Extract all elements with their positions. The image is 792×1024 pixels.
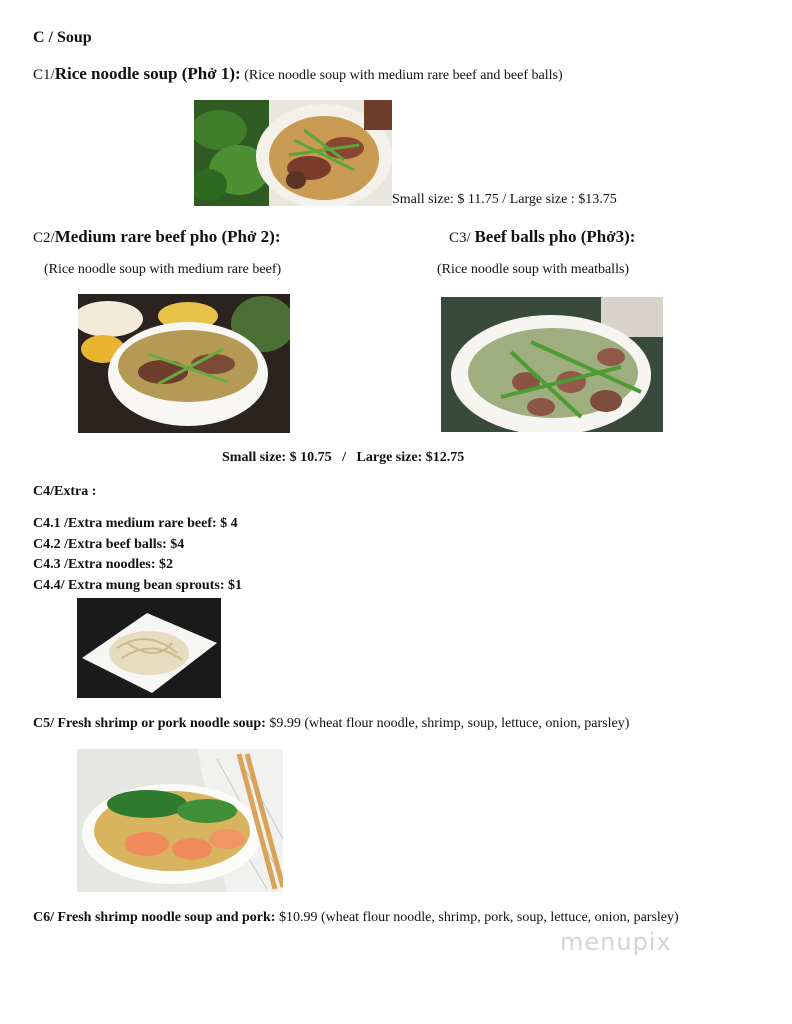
item-c3-desc: (Rice noodle soup with meatballs) bbox=[437, 262, 630, 277]
section-title: C / Soup bbox=[33, 29, 92, 46]
item-c5-line bbox=[33, 716, 629, 732]
item-c3-code: C3/ bbox=[449, 230, 475, 246]
item-c5-photo bbox=[77, 749, 283, 892]
item-c4-photo bbox=[77, 598, 221, 698]
item-c1-name: Rice noodle soup (Phở 1): bbox=[54, 64, 241, 83]
item-c5-name: C5/ Fresh shrimp or pork noodle soup: bbox=[33, 716, 266, 731]
item-c6-name: C6/ Fresh shrimp noodle soup and pork: bbox=[33, 910, 276, 925]
item-c5-price: $9.99 bbox=[265, 716, 301, 731]
item-c2-desc: (Rice noodle soup with medium rare beef) bbox=[44, 262, 282, 277]
item-c4-3: C4.3 /Extra noodles: $2 bbox=[33, 557, 173, 572]
item-c1-price: Small size: $ 11.75 / Large size : $13.75 bbox=[392, 192, 617, 207]
item-c4-title: C4/Extra : bbox=[33, 484, 97, 499]
item-c4-1: C4.1 /Extra medium rare beef: $ 4 bbox=[33, 516, 238, 531]
item-c4-4: C4.4/ Extra mung bean sprouts: $1 bbox=[33, 578, 242, 593]
item-c3-name: Beef balls pho (Phở3): bbox=[474, 227, 636, 246]
item-c6-line bbox=[33, 910, 679, 926]
item-c1-heading bbox=[33, 64, 563, 84]
item-c2-name: Medium rare beef pho (Phở 2): bbox=[54, 227, 281, 246]
item-c2-c3-price: Small size: $ 10.75 / Large size: $12.75 bbox=[222, 450, 465, 465]
item-c3-heading bbox=[449, 227, 635, 247]
watermark-logo: menupix bbox=[560, 928, 672, 956]
item-c2-code: C2/ bbox=[33, 230, 55, 246]
item-c1-code: C1/ bbox=[33, 67, 55, 83]
item-c2-photo bbox=[78, 294, 290, 433]
item-c6-price: $10.99 bbox=[275, 910, 318, 925]
item-c5-desc: (wheat flour noodle, shrimp, soup, lettuce, onion, parsley) bbox=[300, 716, 630, 731]
item-c1-desc: (Rice noodle soup with medium rare beef and beef balls) bbox=[240, 68, 563, 83]
item-c6-desc: (wheat flour noodle, shrimp, pork, soup, lettuce, onion, parsley) bbox=[317, 910, 679, 925]
item-c1-photo bbox=[194, 100, 392, 206]
item-c4-2: C4.2 /Extra beef balls: $4 bbox=[33, 537, 185, 552]
item-c3-photo bbox=[441, 297, 663, 432]
item-c2-heading bbox=[33, 227, 281, 247]
